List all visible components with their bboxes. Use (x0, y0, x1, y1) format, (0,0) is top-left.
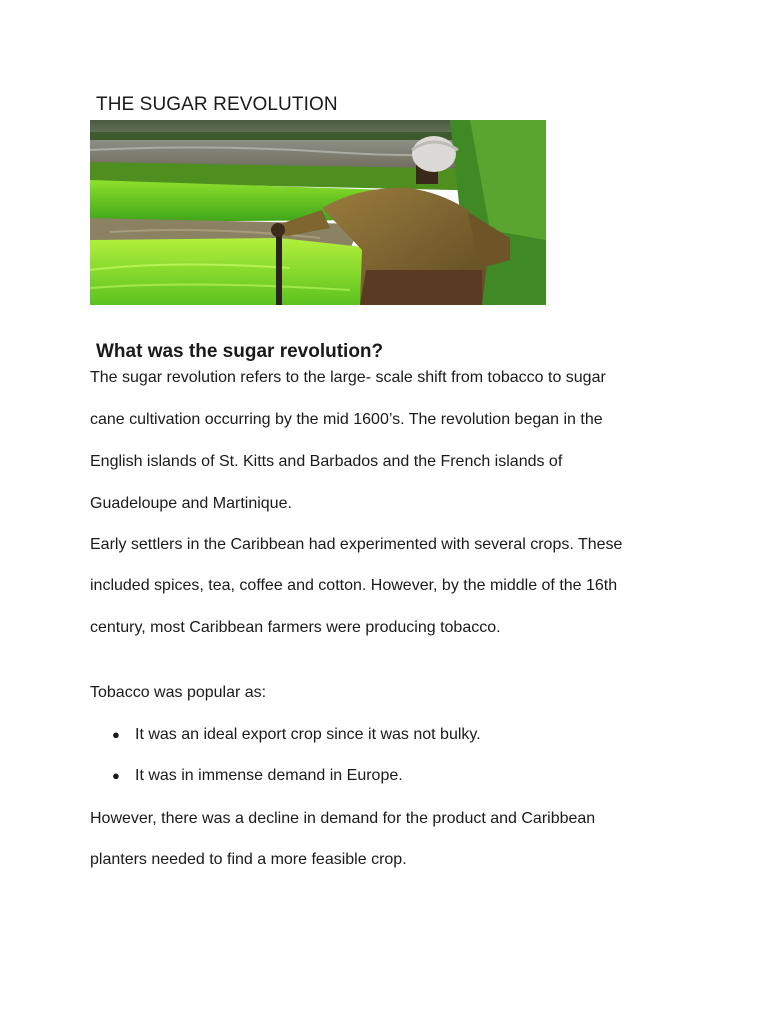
bullet-icon: ● (112, 727, 120, 742)
page-title: THE SUGAR REVOLUTION (96, 94, 338, 115)
bullet-icon: ● (112, 768, 120, 783)
list-item (112, 766, 403, 786)
paragraph-line: century, most Caribbean farmers were producing tobacco. (90, 619, 501, 636)
section-heading: What was the sugar revolution? (96, 341, 384, 362)
paragraph-line: Guadeloupe and Martinique. (90, 495, 292, 512)
list-item (112, 725, 481, 745)
list-intro: Tobacco was popular as: (90, 684, 267, 701)
list-item-text: It was an ideal export crop since it was not bulky. (135, 726, 481, 743)
paragraph-line: cane cultivation occurring by the mid 1600’s. The revolution began in the (90, 411, 603, 428)
paragraph-line: English islands of St. Kitts and Barbados and the French islands of (90, 453, 563, 470)
list-item-text: It was in immense demand in Europe. (135, 767, 403, 784)
paragraph-line: Early settlers in the Caribbean had experimented with several crops. These (90, 536, 623, 553)
paragraph-line: However, there was a decline in demand for the product and Caribbean (90, 810, 596, 827)
paragraph-line: The sugar revolution refers to the large- scale shift from tobacco to sugar (90, 369, 606, 386)
farmer-in-field-photo (90, 120, 546, 305)
paragraph-line: planters needed to find a more feasible crop. (90, 851, 407, 868)
paragraph-line: included spices, tea, coffee and cotton. However, by the middle of the 16th (90, 577, 618, 594)
